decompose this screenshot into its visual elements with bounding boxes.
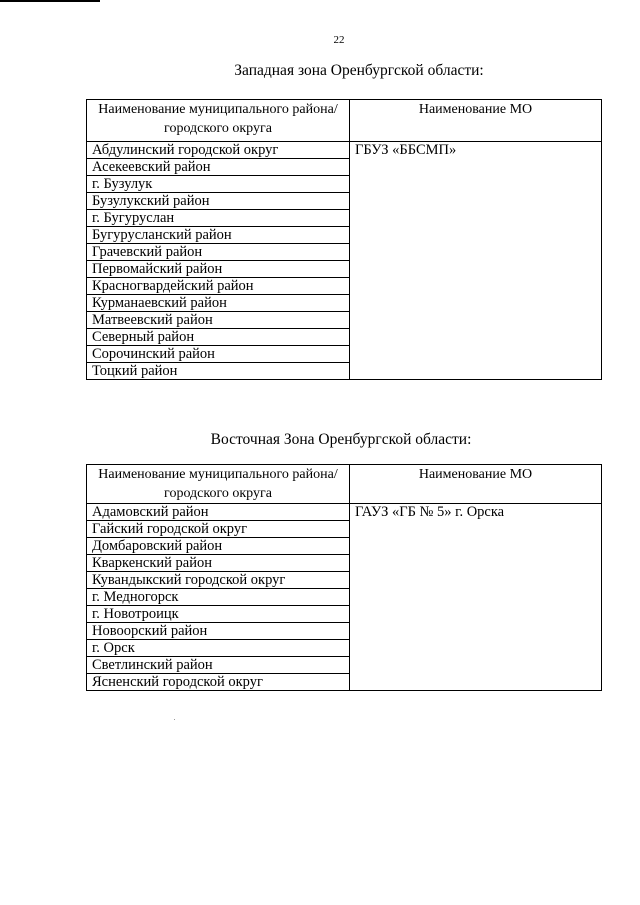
mo-cell: ГАУЗ «ГБ № 5» г. Орска [350,504,602,691]
district-cell: Гайский городской округ [87,521,350,538]
east-zone-table [86,464,602,691]
header-mo: Наименование МО [350,465,602,504]
west-zone-title: Западная зона Оренбургской области: [234,62,484,79]
district-cell: г. Медногорск [87,589,350,606]
east-zone-tbody [87,465,602,691]
district-cell: Кваркенский район [87,555,350,572]
district-cell: Курманаевский район [87,295,350,312]
district-cell: Северный район [87,329,350,346]
district-cell: Абдулинский городской округ [87,142,350,159]
district-cell: Грачевский район [87,244,350,261]
district-cell: г. Бузулук [87,176,350,193]
scan-speck [174,719,175,720]
district-cell: г. Орск [87,640,350,657]
table-header-row [87,465,602,504]
district-cell: Матвеевский район [87,312,350,329]
district-cell: Сорочинский район [87,346,350,363]
table-header-row [87,100,602,142]
district-cell: Адамовский район [87,504,350,521]
district-cell: Красногвардейский район [87,278,350,295]
district-cell: г. Бугуруслан [87,210,350,227]
district-cell: Светлинский район [87,657,350,674]
district-cell: Бузулукский район [87,193,350,210]
mo-cell: ГБУЗ «ББСМП» [350,142,602,380]
district-cell: г. Новотроицк [87,606,350,623]
district-cell: Асекеевский район [87,159,350,176]
header-district: Наименование муниципального района/городского округа [87,465,350,504]
district-cell: Кувандыкский городской округ [87,572,350,589]
west-zone-table [86,99,602,380]
top-rule [0,0,100,2]
district-cell: Первомайский район [87,261,350,278]
district-cell: Ясненский городской округ [87,674,350,691]
district-cell: Бугурусланский район [87,227,350,244]
page-number: 22 [333,34,345,46]
east-zone-title: Восточная Зона Оренбургской области: [210,431,472,448]
header-district: Наименование муниципального района/городского округа [87,100,350,142]
district-cell: Новоорский район [87,623,350,640]
table-row [87,504,602,521]
west-zone-tbody [87,100,602,380]
district-cell: Тоцкий район [87,363,350,380]
table-row [87,142,602,159]
header-mo: Наименование МО [350,100,602,142]
district-cell: Домбаровский район [87,538,350,555]
